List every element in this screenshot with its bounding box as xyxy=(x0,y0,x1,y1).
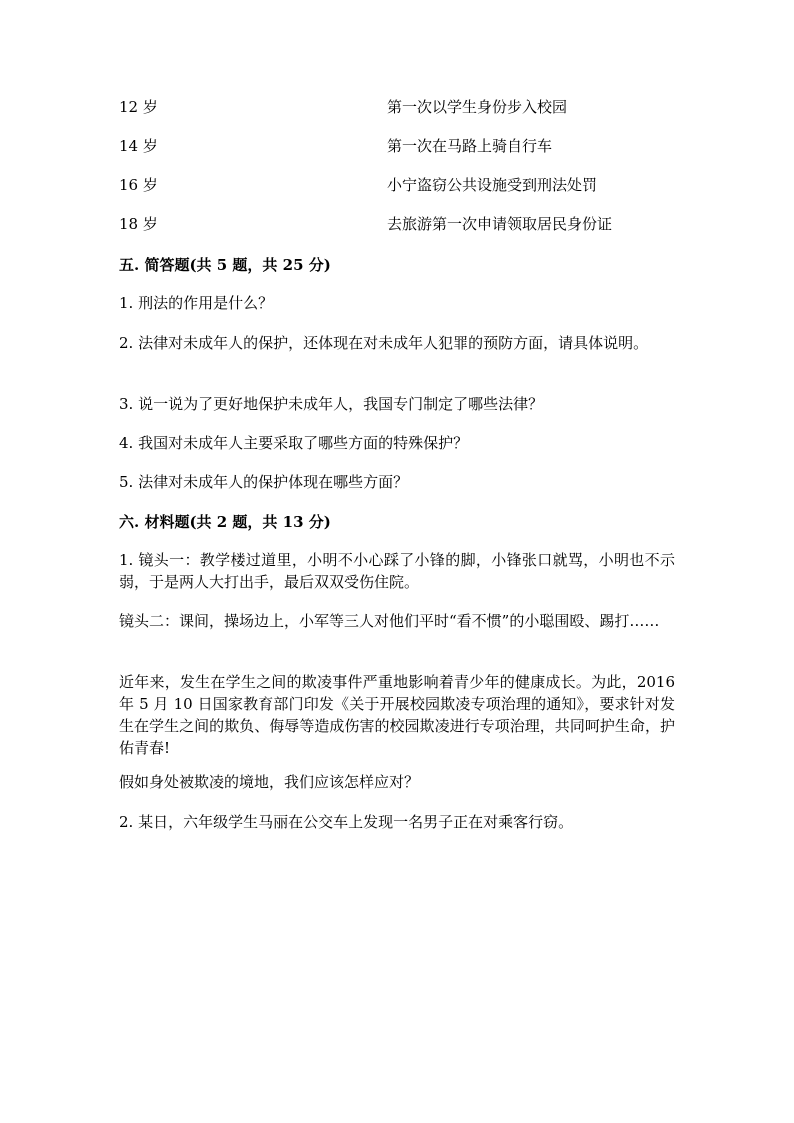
short-answer-question: 3. 说一说为了更好地保护未成年人，我国专门制定了哪些法律？ xyxy=(119,395,544,413)
material-background-paragraph: 近年来，发生在学生之间的欺凌事件严重地影响着青少年的健康成长。为此，2016 年 5 月 10 日国家教育部门印发《关于开展校园欺凌专项治理的通知》，要求针对发生在学生之间的欺负、侮辱等造成伤害的校园欺凌进行专项治理，共同呵护生命，护佑青春! xyxy=(119,673,675,757)
short-answer-question: 1. 刑法的作用是什么？ xyxy=(119,294,274,312)
matching-event: 第一次在马路上骑自行车 xyxy=(387,137,553,155)
short-answer-question: 4. 我国对未成年人主要采取了哪些方面的特殊保护？ xyxy=(119,434,469,452)
matching-event: 小宁盗窃公共设施受到刑法处罚 xyxy=(387,176,598,194)
section-five-heading: 五. 简答题(共 5 题，共 25 分) xyxy=(119,256,331,274)
material-scene-one: 1. 镜头一：教学楼过道里，小明不小心踩了小锋的脚，小锋张口就骂，小明也不示弱，于是两人大打出手，最后双双受伤住院。 xyxy=(119,551,675,591)
matching-age: 14 岁 xyxy=(119,137,158,155)
material-scene-two: 镜头二：课间，操场边上，小军等三人对他们平时“看不惯”的小聪围殴、踢打…… xyxy=(119,612,660,630)
matching-age: 16 岁 xyxy=(119,176,158,194)
material-question: 假如身处被欺凌的境地，我们应该怎样应对？ xyxy=(119,773,420,791)
matching-row xyxy=(119,135,679,157)
short-answer-question: 2. 法律对未成年人的保护，还体现在对未成年人犯罪的预防方面，请具体说明。 xyxy=(119,334,649,352)
matching-event: 第一次以学生身份步入校园 xyxy=(387,98,568,116)
matching-age: 12 岁 xyxy=(119,98,158,116)
section-six-heading: 六. 材料题(共 2 题，共 13 分) xyxy=(119,513,331,531)
matching-age: 18 岁 xyxy=(119,215,158,233)
material-question-two: 2. 某日，六年级学生马丽在公交车上发现一名男子正在对乘客行窃。 xyxy=(119,813,574,831)
matching-event: 去旅游第一次申请领取居民身份证 xyxy=(387,215,613,233)
short-answer-question: 5. 法律对未成年人的保护体现在哪些方面？ xyxy=(119,473,409,491)
matching-row xyxy=(119,96,679,118)
matching-row xyxy=(119,174,679,196)
matching-row xyxy=(119,213,679,235)
